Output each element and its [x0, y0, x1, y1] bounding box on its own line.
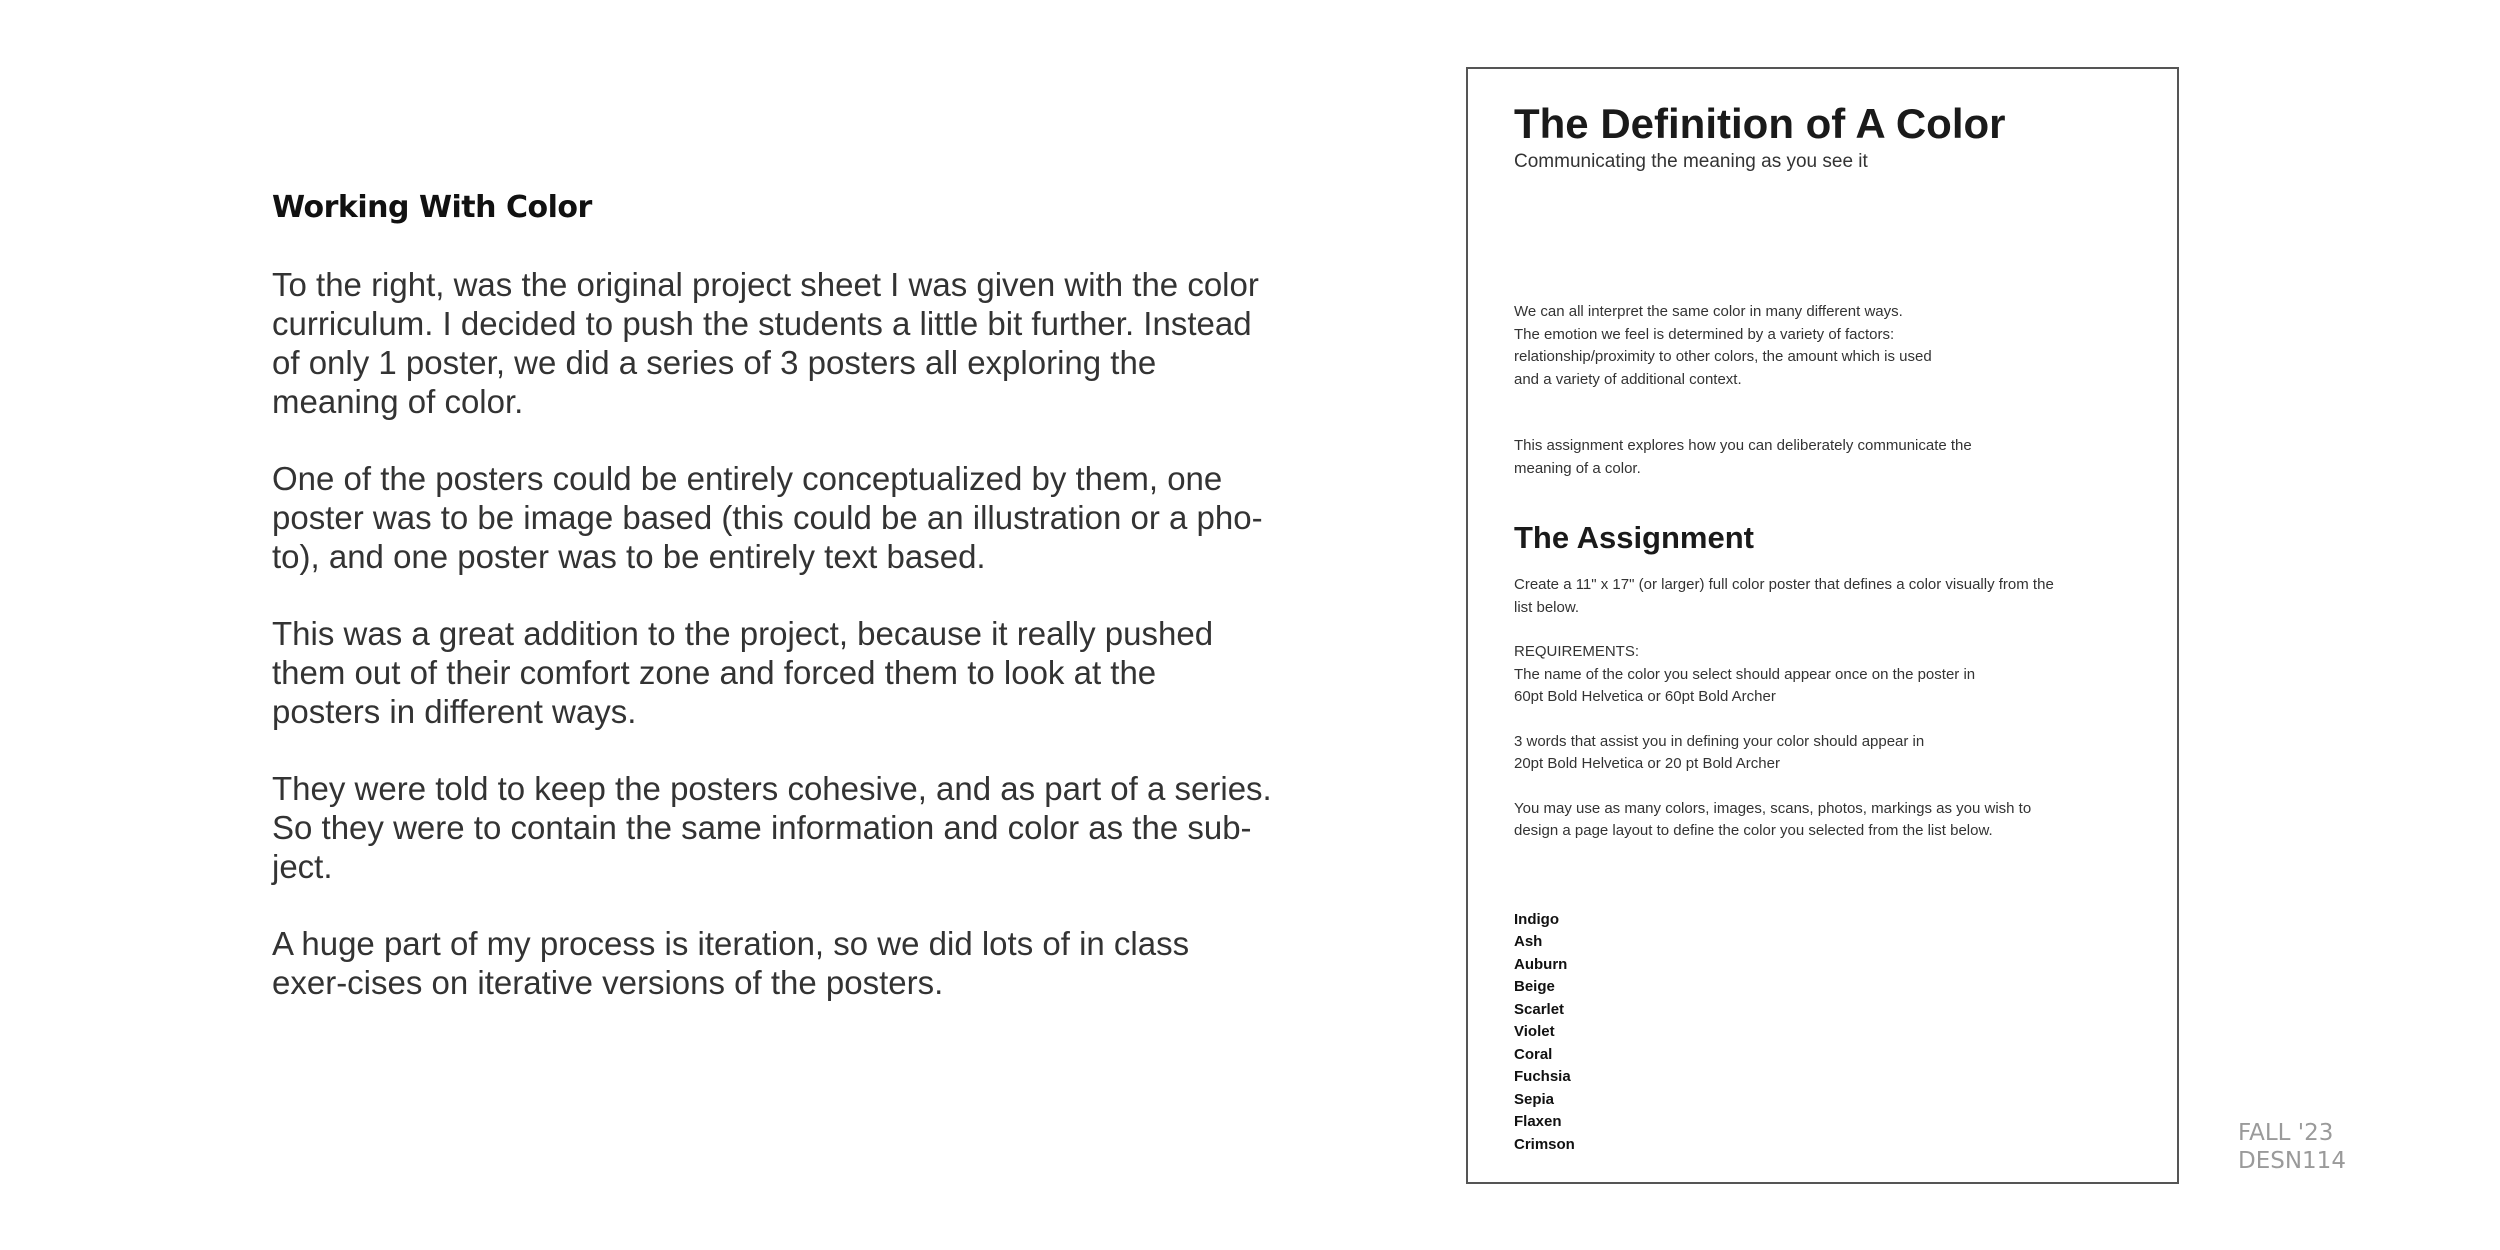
sheet-subtitle: Communicating the meaning as you see it — [1514, 151, 1868, 172]
requirement-line: The name of the color you select should appear once on the poster in — [1514, 665, 1976, 683]
requirement-line: 20pt Bold Helvetica or 20 pt Bold Archer — [1514, 755, 1780, 772]
requirements-block — [1514, 641, 2144, 709]
color-item: Crimson — [1514, 1135, 1575, 1153]
intro-line: The emotion we feel is determined by a variety of factors: — [1514, 325, 1895, 343]
color-item: Ash — [1514, 933, 1543, 950]
color-item: Fuchsia — [1514, 1068, 1571, 1085]
color-item: Flaxen — [1514, 1113, 1562, 1130]
project-sheet-content — [1514, 99, 2144, 1156]
requirement-line: design a page layout to define the color you selected from the list below. — [1514, 822, 1993, 839]
footer-course: DESN114 — [2238, 1148, 2346, 1174]
left-text-column — [272, 190, 1272, 1040]
requirement-2 — [1514, 731, 2144, 776]
color-item: Coral — [1514, 1045, 1553, 1063]
requirement-line: 60pt Bold Helvetica or 60pt Bold Archer — [1514, 688, 1776, 705]
paragraph-3: This was a great addition to the project, because it really pushed them out of their comfort zone and forced them to look at the posters in different ways. — [272, 615, 1214, 730]
paragraph-1: To the right, was the original project sheet I was given with the color curriculum. I decided to push the students a little bit further. Instead of only 1 poster, we did a series of 3 posters all exploring the meaning of color. — [272, 266, 1259, 420]
project-sheet — [1466, 67, 2179, 1184]
assignment-heading: The Assignment — [1514, 520, 1754, 555]
paragraph-5: A huge part of my process is iteration, so we did lots of in class exer-cises on iterative versions of the posters. — [272, 925, 1190, 1001]
requirement-line: 3 words that assist you in defining your color should appear in — [1514, 732, 1925, 750]
section-heading: Working With Color — [272, 190, 592, 225]
paragraph-2: One of the posters could be entirely conceptualized by them, one poster was to be image based (this could be an illustration or a pho-to), and one poster was to be entirely text based. — [272, 460, 1263, 575]
requirement-line: You may use as many colors, images, scans, photos, markings as you wish to — [1514, 799, 2032, 817]
intro-block — [1514, 301, 2144, 391]
paragraph-4: They were told to keep the posters cohesive, and as part of a series. So they were to contain the same information and color as the sub-ject. — [272, 770, 1272, 885]
color-item: Scarlet — [1514, 1000, 1565, 1018]
intro-line: relationship/proximity to other colors, the amount which is used — [1514, 348, 1932, 365]
color-item: Auburn — [1514, 955, 1568, 973]
intro2-line: meaning of a color. — [1514, 459, 1641, 477]
assignment-text — [1514, 574, 2144, 619]
assignment-line: Create a 11" x 17" (or larger) full color poster that defines a color visually from the — [1514, 576, 2054, 593]
requirements-label: REQUIREMENTS: — [1514, 643, 1640, 660]
color-item: Violet — [1514, 1023, 1555, 1040]
color-item: Indigo — [1514, 910, 1559, 928]
intro-line: We can all interpret the same color in many different ways. — [1514, 303, 1903, 320]
sheet-title: The Definition of A Color — [1514, 100, 2006, 147]
footer-term: FALL '23 — [2238, 1120, 2334, 1146]
color-item: Beige — [1514, 978, 1555, 995]
intro-line: and a variety of additional context. — [1514, 370, 1742, 388]
requirement-3 — [1514, 798, 2144, 843]
assignment-line: list below. — [1514, 598, 1580, 616]
intro-block-2 — [1514, 435, 2144, 480]
color-item: Sepia — [1514, 1090, 1555, 1108]
page-footer — [2238, 1119, 2346, 1175]
intro2-line: This assignment explores how you can deliberately communicate the — [1514, 437, 1972, 454]
color-list — [1514, 909, 2144, 1157]
